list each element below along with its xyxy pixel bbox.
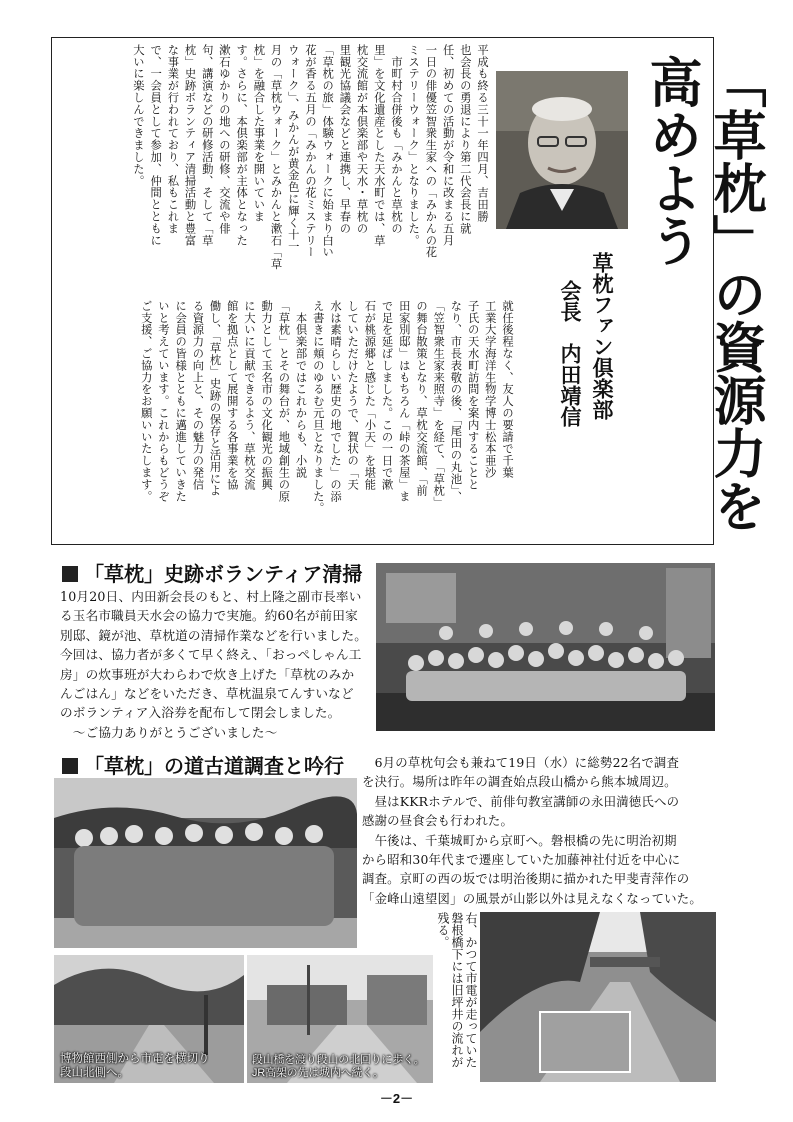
cleanup-body-line: ～ご協力ありがとうございました～ <box>60 724 278 740</box>
survey-body <box>362 753 717 909</box>
survey-body-line: 昼はKKRホテルで、前俳句教室講師の永田満徳氏への <box>362 793 680 809</box>
article-body-line: の舞台散策となり、草枕交流館、「前 <box>414 300 428 497</box>
article-body-line: に会員の皆様とともに邁進していきた <box>174 300 188 503</box>
article-body-line: 一日の俳優笠智衆生家への「みかんの花 <box>424 44 438 259</box>
photo-b-caption <box>252 1054 437 1080</box>
survey-body-line: 調査。京町の西の坂では明治後期に描かれた甲斐青萍作の <box>362 871 690 887</box>
article-body-line: 本倶楽部ではこれからも、小説 <box>294 300 308 479</box>
cleanup-body-line: 別邸、鏡が池、草枕道の清掃作業などを行いました。 <box>60 627 368 643</box>
article-body-line: る資源力の向上と、その魅力の発信 <box>191 300 205 491</box>
article-body-line: なり、市長表敬の後、「尾田の丸池」、 <box>449 300 463 503</box>
portrait-photo <box>496 71 628 229</box>
article-body-line: 就任後程なく、友人の要請で千葉 <box>501 300 514 479</box>
article-body-line: 大いに楽しんできました。 <box>131 44 145 187</box>
cleanup-photo-illustration <box>376 563 715 731</box>
cleanup-body <box>60 587 372 743</box>
survey-photo-illustration <box>54 778 357 948</box>
article-body-line: 也会長の勇退により第二代会長に就 <box>458 44 472 235</box>
survey-body-line: から昭和30年代まで遷座していた加藤神社付近を中心に <box>362 852 681 868</box>
cleanup-body-line: のボランティア入浴券を配布して閉会しました。 <box>60 705 341 721</box>
cleanup-body-line: んごはん」などをいただき、草枕温泉てんすいなど <box>60 686 354 702</box>
page-number: －2－ <box>379 1091 414 1106</box>
article-body-line: 「草枕」とその舞台が、地域創生の原 <box>277 300 291 503</box>
article-body-line: 枕交流館が本倶楽部や天水・草枕の <box>355 44 369 235</box>
photo-a-caption-line: 博物館西側から市電を横切り <box>60 1053 210 1065</box>
survey-body-line: 午後は、千葉城町から京町へ。磐根橋の先に明治初期 <box>362 832 677 848</box>
cleanup-body-line: る玉名市職員天水会の協力で実施。約60名が前田家 <box>60 608 358 624</box>
article-body-line: 枕」を融合した事業を開いていま <box>252 44 266 223</box>
survey-body-line: 感謝の昼食会も行われた。 <box>362 813 514 829</box>
article-title: 「草枕」の資源力を高めよう <box>641 55 767 532</box>
cleanup-group-photo <box>376 563 715 731</box>
square-bullet-icon <box>62 566 78 582</box>
cleanup-section-heading <box>62 558 362 587</box>
cleanup-body-line: 房」の炊事班が大わらわで炊き上げた「草枕のみか <box>60 666 355 682</box>
article-body-line: 館を拠点として展開する各事業を協 <box>225 300 239 491</box>
survey-body-line: 「金峰山遠望図」の風景が山影以外は見えなくなっていた。 <box>362 890 702 906</box>
survey-body-line: を決行。場所は昨年の調査始点段山橋から熊本城周辺。 <box>362 774 677 790</box>
article-body-line: な事業が行われており、私もこれま <box>166 44 180 235</box>
iwane-bridge-photo <box>480 912 716 1082</box>
photo-a-caption-line: 段山北側へ。 <box>60 1067 129 1079</box>
article-body-lower <box>56 300 516 538</box>
article-body-line: 子氏の天水町訪問を案内することと <box>466 300 480 491</box>
article-body-line: 任、初めての活動が令和に改まる五月 <box>441 44 455 247</box>
article-body-line: で足を延ばしました。この一日で漱 <box>380 300 394 491</box>
article-body-line: 工業大学海洋生物学博士松本亜沙 <box>483 300 497 479</box>
cleanup-heading-text: 「草枕」史跡ボランティア清掃 <box>84 564 363 586</box>
survey-group-photo <box>54 778 357 948</box>
article-body-upper <box>56 44 491 288</box>
photo-a-caption <box>60 1052 240 1080</box>
article-body-line: ミステリーウォーク」となりました。 <box>407 44 421 247</box>
article-body-line: 市町村合併後も「みかんと草枕の <box>389 44 403 235</box>
article-body-line: 「草枕の旅」体験ウォークに始まり白い <box>321 44 335 259</box>
byline-name: 会長 内田靖信 <box>558 280 583 427</box>
article-body-line: す。さらに、本倶楽部が主体となった <box>235 44 249 247</box>
square-bullet-icon <box>62 758 78 774</box>
article-body-line: 漱石ゆかりの地への研修、交流や俳 <box>217 44 231 235</box>
article-body-line: 平成も終る三十一年四月、吉田勝 <box>476 44 489 223</box>
article-body-line: 枕」史跡ボランティア清掃活動と豊富 <box>183 44 197 247</box>
portrait-illustration <box>496 71 628 229</box>
article-body-line: で、一会員として参加、仲間とともに <box>149 44 163 247</box>
article-body-line: 水は素晴らしい歴史の地でした」の添 <box>328 300 342 503</box>
article-body-line: 「笠智衆生家来照寺」を経て、「草枕」 <box>432 300 446 509</box>
article-body-line: 花が香る五月の「みかんの花ミステリー <box>303 44 317 259</box>
article-body-line: 句、講演などの研修活動、そして「草 <box>200 44 214 247</box>
article-body-line: ご支援、ご協力をお願いいたします。 <box>139 300 153 503</box>
iwane-photo-illustration <box>480 912 716 1082</box>
photo-b-caption-line: JR高架の先は城内へ続く。 <box>252 1067 384 1079</box>
byline-organization: 草枕ファン倶楽部 <box>590 252 615 420</box>
article-body-line: 働し、「草枕」史跡の保存と活用によ <box>208 300 222 497</box>
article-body-line: 里観光協議会などと連携し、早春の <box>338 44 352 235</box>
photo-c-caption: 右、かつて市電が走っていた磐根橋下には旧坪井の流れが残る。 <box>436 912 478 1068</box>
article-body-line: 動力として玉名市の文化観光の振興 <box>260 300 274 491</box>
article-body-line: 石が桃源郷と感じた「小天」を堪能 <box>363 300 377 491</box>
survey-body-line: 6月の草枕句会も兼ねて19日（水）に総勢22名で調査 <box>362 755 680 770</box>
cleanup-body-line: 10月20日、内田新会長のもと、村上隆之副市長率い <box>60 589 362 604</box>
article-body-line: に大いに貢献できるよう、草枕交流 <box>242 300 256 491</box>
cleanup-body-line: 今回は、協力者が多くて早く終え、「おっぺしゃん工 <box>60 647 362 663</box>
article-body-line: え書きに頬のゆるむ元旦となりました。 <box>311 300 325 515</box>
photo-b-caption-line: 段山橋を渡り段山の北回りに歩く。 <box>252 1054 425 1066</box>
article-body-line: いと考えています。これからもどうぞ <box>156 300 170 503</box>
article-body-line: 田家別邸」はもちろん「峠の茶屋」ま <box>397 300 411 503</box>
article-body-line: 里」を文化遺産とした天水町では、草 <box>372 44 386 247</box>
survey-heading-text: 「草枕」の道古道調査と吟行 <box>84 756 344 778</box>
article-body-line: していただけたようで、賀状の「天 <box>346 300 360 491</box>
survey-section-heading <box>62 750 344 779</box>
article-body-line: 月の「草枕ウォーク」とみかんと漱石「草 <box>269 44 283 271</box>
article-body-line: ウォーク」、みかんが黄金色に輝く十一 <box>286 44 300 253</box>
